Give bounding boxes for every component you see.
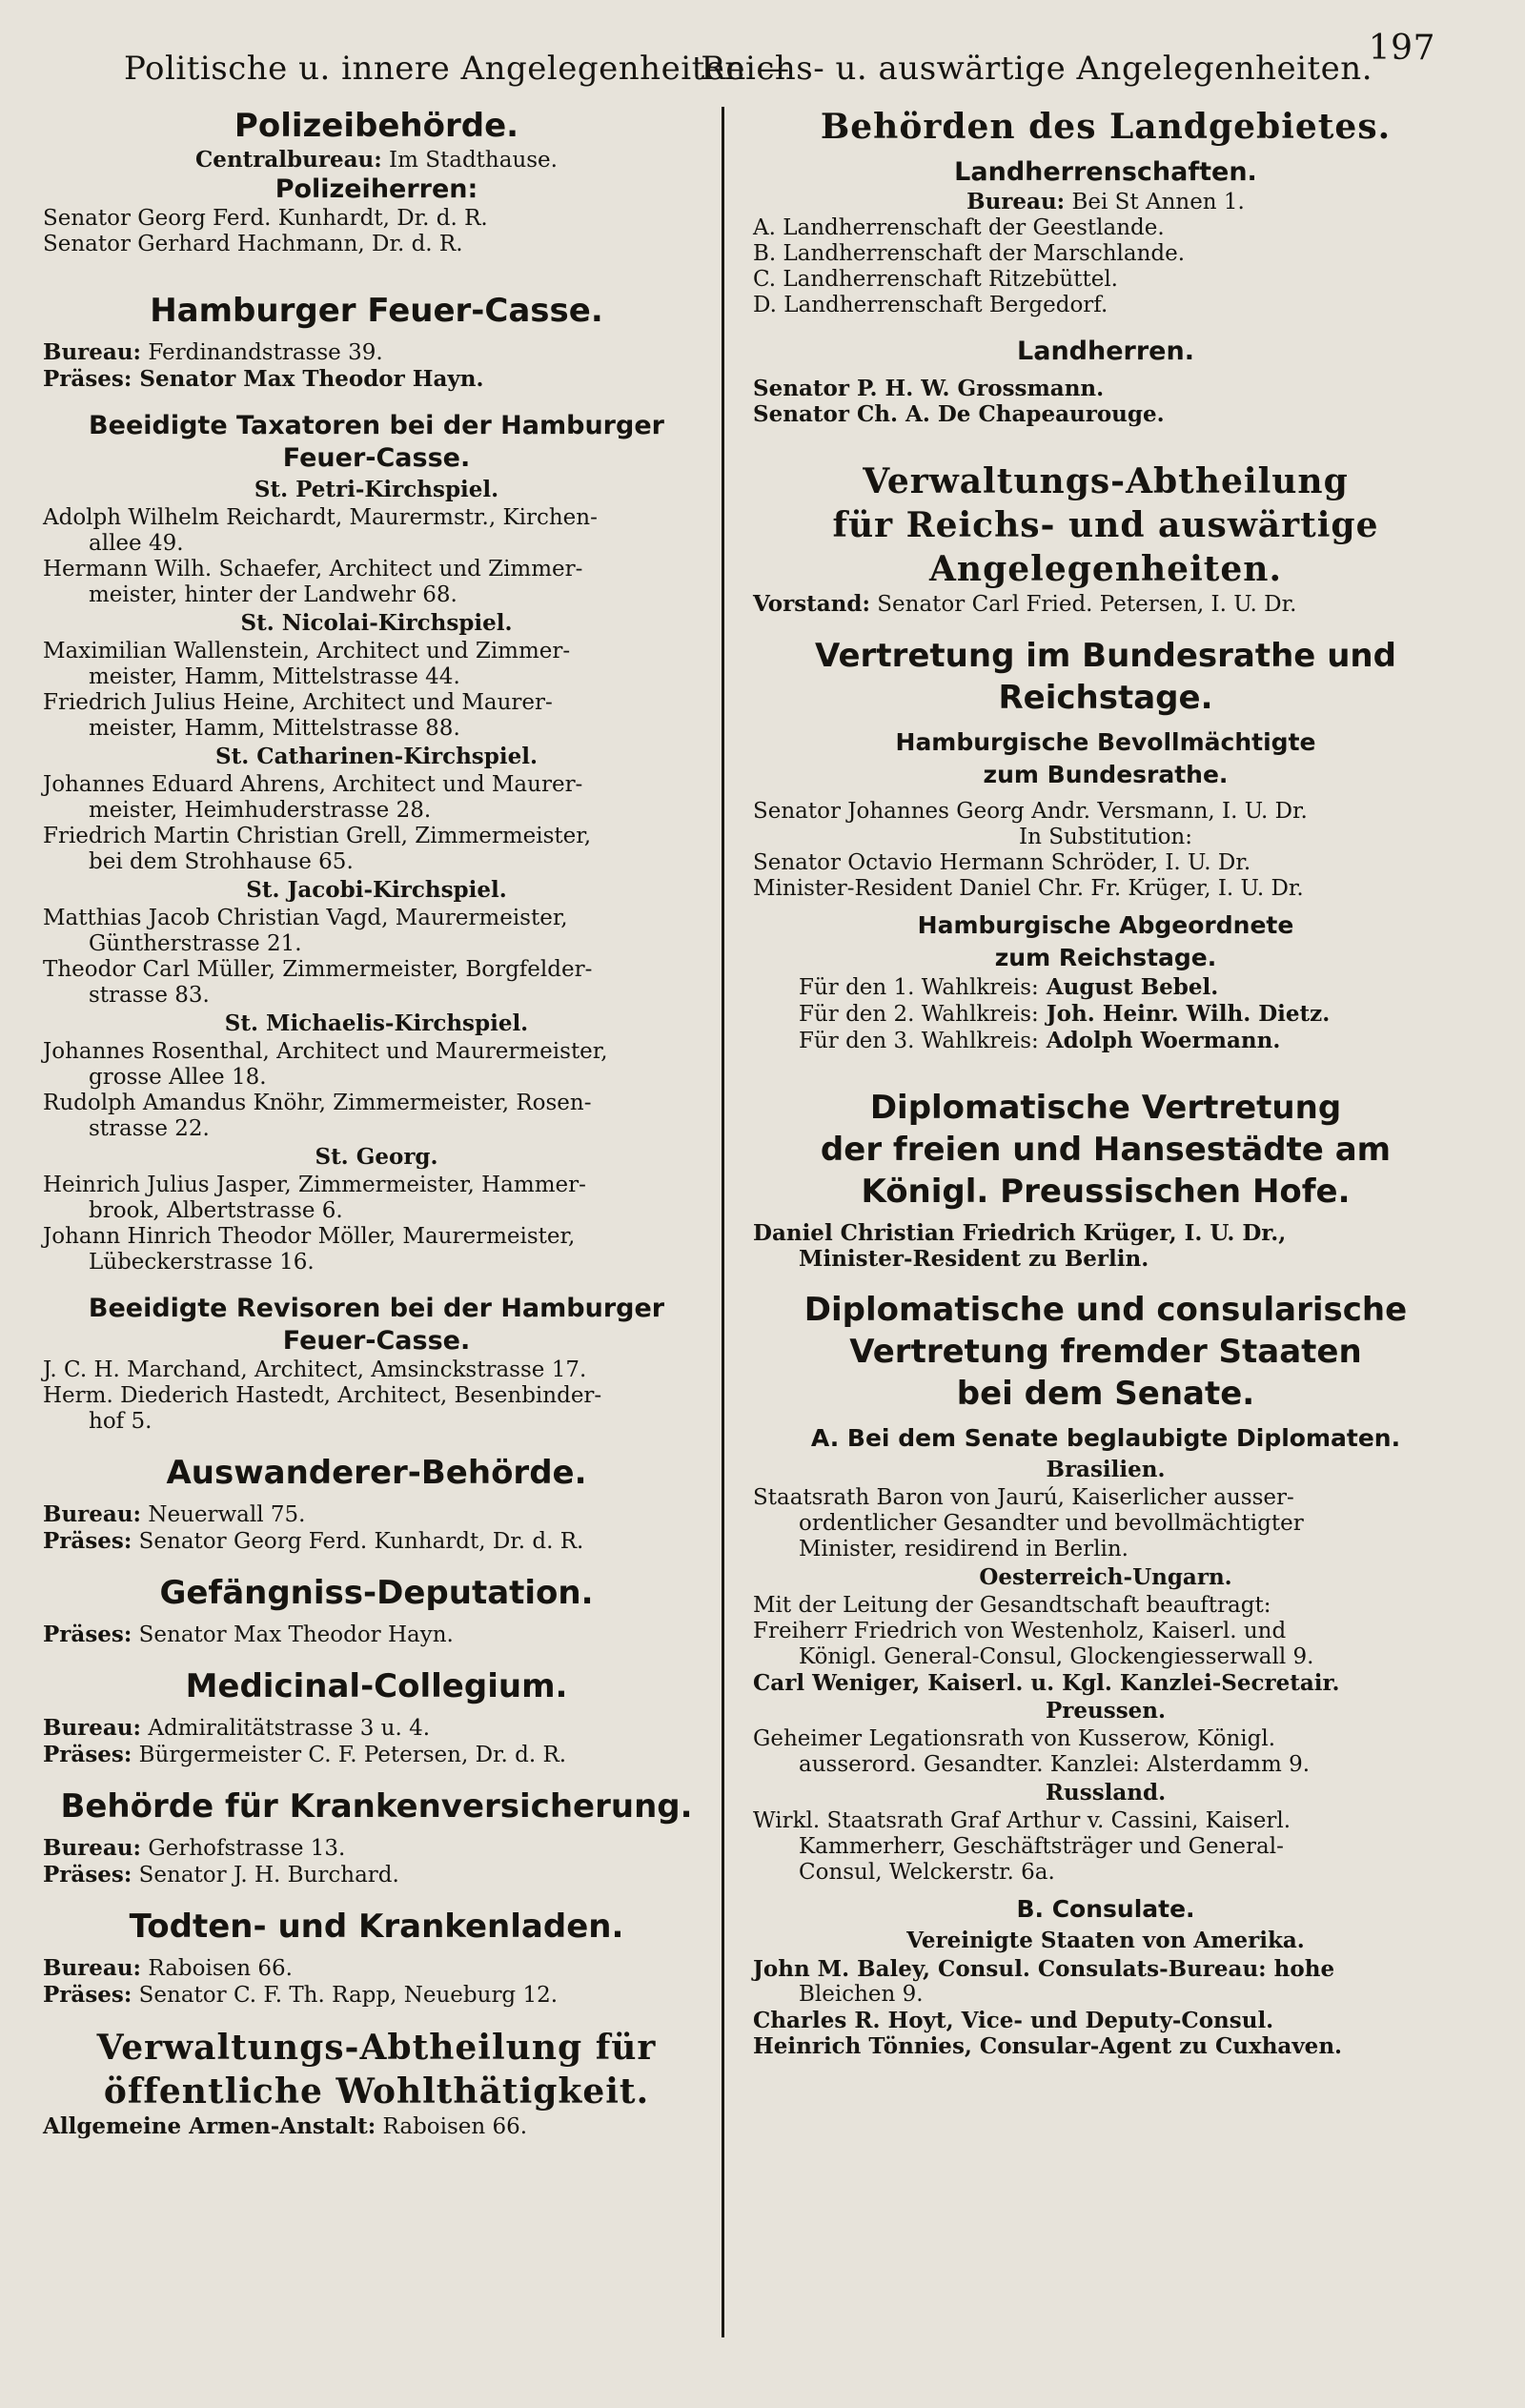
- section-title: für Reichs- und auswärtige: [832, 505, 1379, 545]
- list-item: Minister-Resident zu Berlin.: [799, 1246, 1149, 1272]
- list-item: allee 49.: [89, 531, 184, 556]
- section-title: Königl. Preussischen Hofe.: [861, 1173, 1351, 1211]
- list-item: In Substitution:: [1019, 825, 1192, 849]
- section-title: Medicinal-Collegium.: [185, 1667, 568, 1705]
- list-item: meister, Hamm, Mittelstrasse 44.: [89, 664, 460, 689]
- vorstand-line: [753, 591, 1458, 618]
- praeses-line: [43, 1528, 710, 1555]
- country-heading: Russland.: [1045, 1780, 1167, 1806]
- subsection-title: Polizeiherren:: [274, 174, 478, 204]
- list-item: Senator Octavio Hermann Schröder, I. U. Dr.: [753, 850, 1251, 875]
- list-item: Königl. General-Consul, Glockengiesserwall 9.: [799, 1644, 1314, 1669]
- section-title: Vertretung im Bundesrathe und: [815, 637, 1396, 675]
- parish-heading: St. Petri-Kirchspiel.: [254, 477, 499, 502]
- praeses-line: [43, 366, 710, 393]
- section-title: Gefängniss-Deputation.: [159, 1574, 594, 1612]
- section-title: Angelegenheiten.: [928, 549, 1282, 589]
- subsection-title: Landherrenschaften.: [954, 157, 1257, 187]
- subsection-title: A. Bei dem Senate beglaubigte Diplomaten.: [810, 1424, 1401, 1452]
- list-item: Staatsrath Baron von Jaurú, Kaiserlicher ausser-: [753, 1485, 1294, 1510]
- wahlkreis-name: August Bebel.: [1038, 974, 1219, 1000]
- list-item: hof 5.: [89, 1409, 152, 1434]
- section-title: Feuer-Casse.: [282, 443, 471, 473]
- parish-heading: St. Jacobi-Kirchspiel.: [246, 877, 507, 903]
- bureau-line: [43, 1715, 710, 1742]
- list-item: Friedrich Martin Christian Grell, Zimmermeister,: [43, 824, 592, 848]
- section-title: Beeidigte Revisoren bei der Hamburger: [88, 1294, 665, 1323]
- list-item: Senator Gerhard Hachmann, Dr. d. R.: [43, 232, 463, 256]
- list-item: [753, 1001, 1458, 1028]
- parish-heading: St. Catharinen-Kirchspiel.: [215, 744, 538, 769]
- armen-label: Allgemeine Armen-Anstalt:: [43, 2113, 376, 2139]
- list-item: Bleichen 9.: [799, 1982, 924, 2007]
- section-title: öffentliche Wohlthätigkeit.: [103, 2071, 650, 2112]
- bureau-value: Admiralitätstrasse 3 u. 4.: [141, 1716, 431, 1741]
- list-item: Senator P. H. W. Grossmann.: [753, 376, 1105, 401]
- bureau-label: Bureau:: [43, 1501, 142, 1527]
- list-item: [753, 974, 1458, 1001]
- parish-heading: St. Georg.: [315, 1144, 438, 1170]
- list-item: Mit der Leitung der Gesandtschaft beauftragt:: [753, 1593, 1271, 1618]
- right-column: [753, 105, 1458, 2059]
- section-title: Todten- und Krankenladen.: [129, 1908, 624, 1946]
- praeses-value: Senator J. H. Burchard.: [132, 1863, 399, 1888]
- country-heading: Brasilien.: [1046, 1457, 1166, 1482]
- list-item: Wirkl. Staatsrath Graf Arthur v. Cassini, Kaiserl.: [753, 1808, 1291, 1833]
- list-item: Lübeckerstrasse 16.: [89, 1250, 315, 1275]
- wahlkreis-label: Für den 3. Wahlkreis:: [799, 1029, 1039, 1053]
- list-item: Johannes Rosenthal, Architect und Maurermeister,: [43, 1039, 608, 1064]
- praeses-value: Senator C. F. Th. Rapp, Neueburg 12.: [132, 1983, 559, 2008]
- bureau-value: Gerhofstrasse 13.: [141, 1836, 346, 1861]
- bureau-line: [753, 189, 1458, 215]
- list-item: C. Landherrenschaft Ritzebüttel.: [753, 267, 1118, 292]
- list-item: A. Landherrenschaft der Geestlande.: [753, 215, 1165, 240]
- list-item: Consul, Welckerstr. 6a.: [799, 1860, 1055, 1885]
- section-title: Feuer-Casse.: [282, 1326, 471, 1356]
- armen-value: Raboisen 66.: [376, 2114, 528, 2139]
- subsection-title: Hamburgische Abgeordnete: [917, 911, 1294, 939]
- wahlkreis-label: Für den 1. Wahlkreis:: [799, 975, 1039, 1000]
- section-title: Verwaltungs-Abtheilung für: [96, 2028, 657, 2068]
- page-header: [124, 29, 1435, 95]
- list-item: Matthias Jacob Christian Vagd, Maurermeister,: [43, 906, 568, 930]
- bureau-value: Im Stadthause.: [381, 148, 558, 173]
- list-item: Minister-Resident Daniel Chr. Fr. Krüger, I. U. Dr.: [753, 876, 1304, 901]
- country-heading: Oesterreich-Ungarn.: [979, 1564, 1232, 1590]
- list-item: Herm. Diederich Hastedt, Architect, Besenbinder-: [43, 1383, 602, 1408]
- bureau-line: [43, 339, 710, 366]
- list-item: Kammerherr, Geschäftsträger und General-: [799, 1834, 1284, 1859]
- list-item: Theodor Carl Müller, Zimmermeister, Borgfelder-: [43, 957, 593, 982]
- column-divider: [722, 107, 724, 2337]
- praeses-label: Präses:: [43, 366, 132, 392]
- list-item: Minister, residirend in Berlin.: [799, 1537, 1128, 1561]
- list-item: Carl Weniger, Kaiserl. u. Kgl. Kanzlei-Secretair.: [753, 1670, 1340, 1696]
- praeses-value: Senator Georg Ferd. Kunhardt, Dr. d. R.: [132, 1529, 584, 1554]
- list-item: grosse Allee 18.: [89, 1065, 267, 1090]
- wahlkreis-name: Joh. Heinr. Wilh. Dietz.: [1038, 1001, 1331, 1027]
- list-item: Rudolph Amandus Knöhr, Zimmermeister, Rosen-: [43, 1091, 592, 1115]
- list-item: D. Landherrenschaft Bergedorf.: [753, 293, 1108, 317]
- left-column: [43, 105, 710, 2140]
- list-item: brook, Albertstrasse 6.: [89, 1198, 343, 1223]
- section-title: Reichstage.: [998, 679, 1213, 717]
- list-item: Güntherstrasse 21.: [89, 931, 302, 956]
- subsection-title: zum Reichstage.: [994, 944, 1217, 971]
- bureau-label: Bureau:: [43, 339, 142, 365]
- bureau-label: Bureau:: [43, 1835, 142, 1861]
- section-title: Auswanderer-Behörde.: [166, 1454, 587, 1492]
- list-item: Senator Johannes Georg Andr. Versmann, I. U. Dr.: [753, 799, 1308, 824]
- vorstand-value: Senator Carl Fried. Petersen, I. U. Dr.: [869, 592, 1297, 617]
- list-item: Johann Hinrich Theodor Möller, Maurermeister,: [43, 1224, 576, 1249]
- bureau-label: Bureau:: [43, 1955, 142, 1981]
- bureau-label: Bureau:: [43, 1715, 142, 1741]
- list-item: strasse 22.: [89, 1116, 210, 1141]
- list-item: meister, hinter der Landwehr 68.: [89, 582, 458, 607]
- list-item: Heinrich Julius Jasper, Zimmermeister, Hammer-: [43, 1173, 586, 1197]
- list-item: ausserord. Gesandter. Kanzlei: Alsterdamm 9.: [799, 1752, 1311, 1777]
- section-title: bei dem Senate.: [956, 1375, 1255, 1413]
- bureau-line: [43, 147, 710, 173]
- list-item: Senator Ch. A. De Chapeaurouge.: [753, 401, 1165, 427]
- bureau-label: Bureau:: [966, 189, 1066, 214]
- section-title: Diplomatische und consularische: [803, 1291, 1408, 1329]
- list-item: ordentlicher Gesandter und bevollmächtigter: [799, 1511, 1304, 1536]
- header-left: Politische u. innere Angelegenheiten —: [124, 50, 790, 88]
- country-heading: Vereinigte Staaten von Amerika.: [906, 1928, 1305, 1953]
- list-item: strasse 83.: [89, 983, 210, 1008]
- praeses-label: Präses:: [43, 1622, 132, 1647]
- praeses-label: Präses:: [43, 1862, 132, 1888]
- section-title: Polizeibehörde.: [234, 107, 519, 145]
- bureau-value: Neuerwall 75.: [141, 1502, 306, 1527]
- subsection-title: B. Consulate.: [1016, 1895, 1195, 1923]
- country-heading: Preussen.: [1045, 1698, 1167, 1724]
- list-item: B. Landherrenschaft der Marschlande.: [753, 241, 1186, 266]
- bureau-line: [43, 1501, 710, 1528]
- list-item: Senator Georg Ferd. Kunhardt, Dr. d. R.: [43, 206, 488, 231]
- section-title: Diplomatische Vertretung: [869, 1089, 1342, 1127]
- praeses-line: [43, 1622, 710, 1648]
- list-item: [753, 1028, 1458, 1054]
- header-right: Reichs- u. auswärtige Angelegenheiten.: [701, 50, 1372, 88]
- bureau-line: [43, 1955, 710, 1982]
- bureau-label: Centralbureau:: [195, 147, 382, 173]
- wahlkreis-name: Adolph Woermann.: [1038, 1028, 1281, 1053]
- list-item: Johannes Eduard Ahrens, Architect und Maurer-: [43, 772, 583, 797]
- section-title: Hamburger Feuer-Casse.: [150, 292, 603, 330]
- section-title: der freien und Hansestädte am: [820, 1131, 1392, 1169]
- praeses-value: Senator Max Theodor Hayn.: [132, 366, 484, 392]
- section-title: Behörden des Landgebietes.: [820, 107, 1392, 147]
- praeses-line: [43, 1742, 710, 1768]
- list-item: Maximilian Wallenstein, Architect und Zimmer-: [43, 639, 571, 663]
- bureau-value: Raboisen 66.: [141, 1956, 293, 1981]
- praeses-label: Präses:: [43, 1528, 132, 1554]
- list-item: bei dem Strohhause 65.: [89, 849, 354, 874]
- page-number: 197: [1368, 29, 1435, 68]
- bureau-value: Bei St Annen 1.: [1065, 190, 1245, 214]
- praeses-line: [43, 1862, 710, 1888]
- section-title: Behörde für Krankenversicherung.: [60, 1787, 693, 1826]
- list-item: Freiherr Friedrich von Westenholz, Kaiserl. und: [753, 1619, 1287, 1643]
- armen-line: [43, 2113, 710, 2140]
- section-title: Vertretung fremder Staaten: [849, 1333, 1362, 1371]
- praeses-line: [43, 1982, 710, 2009]
- list-item: Hermann Wilh. Schaefer, Architect und Zimmer-: [43, 557, 583, 582]
- bureau-line: [43, 1835, 710, 1862]
- subsection-title: Landherren.: [1017, 337, 1194, 366]
- list-item: Daniel Christian Friedrich Krüger, I. U. Dr.,: [753, 1220, 1287, 1246]
- list-item: Charles R. Hoyt, Vice- und Deputy-Consul.: [753, 2008, 1274, 2033]
- praeses-value: Senator Max Theodor Hayn.: [132, 1622, 454, 1647]
- praeses-value: Bürgermeister C. F. Petersen, Dr. d. R.: [132, 1743, 567, 1767]
- parish-heading: St. Nicolai-Kirchspiel.: [240, 610, 513, 636]
- praeses-label: Präses:: [43, 1742, 132, 1767]
- bureau-value: Ferdinandstrasse 39.: [141, 340, 383, 365]
- wahlkreis-label: Für den 2. Wahlkreis:: [799, 1002, 1039, 1027]
- list-item: John M. Baley, Consul. Consulats-Bureau: hohe: [753, 1956, 1335, 1982]
- list-item: Geheimer Legationsrath von Kusserow, Königl.: [753, 1726, 1276, 1751]
- parish-heading: St. Michaelis-Kirchspiel.: [224, 1010, 529, 1036]
- list-item: Friedrich Julius Heine, Architect und Maurer-: [43, 690, 553, 715]
- section-title: Beeidigte Taxatoren bei der Hamburger: [89, 411, 664, 440]
- list-item: meister, Hamm, Mittelstrasse 88.: [89, 716, 460, 741]
- list-item: J. C. H. Marchand, Architect, Amsinckstrasse 17.: [43, 1357, 587, 1382]
- subsection-title: Hamburgische Bevollmächtigte: [895, 728, 1316, 756]
- subsection-title: zum Bundesrathe.: [983, 761, 1229, 788]
- list-item: Adolph Wilhelm Reichardt, Maurermstr., Kirchen-: [43, 505, 598, 530]
- section-title: Verwaltungs-Abtheilung: [863, 461, 1349, 501]
- list-item: meister, Heimhuderstrasse 28.: [89, 798, 432, 823]
- praeses-label: Präses:: [43, 1982, 132, 2008]
- vorstand-label: Vorstand:: [753, 591, 870, 617]
- list-item: Heinrich Tönnies, Consular-Agent zu Cuxhaven.: [753, 2033, 1343, 2059]
